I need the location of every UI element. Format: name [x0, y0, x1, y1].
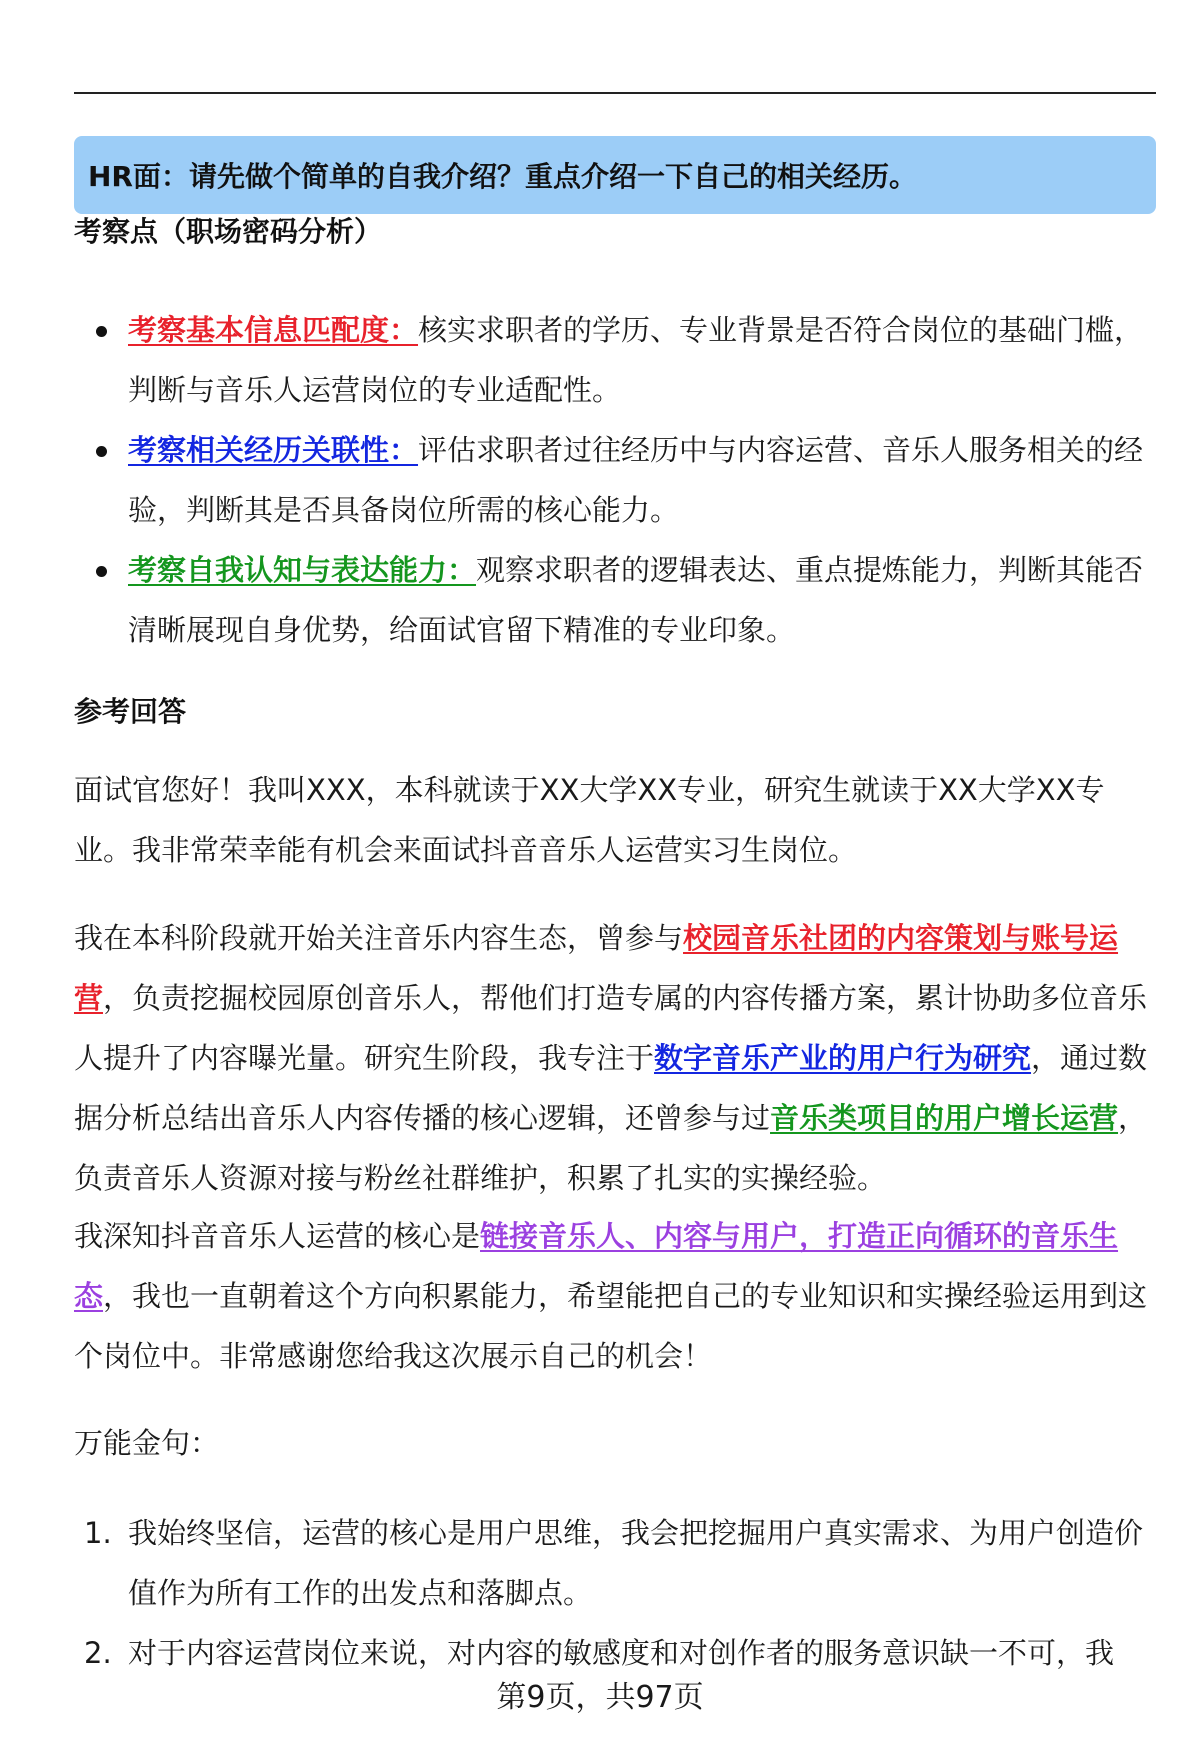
golden-list: [74, 1503, 1156, 1683]
text-run: ，负责音乐人资源对接与粉丝社群维护，积累了扎实的实操经验。: [74, 1101, 1148, 1195]
analysis-heading: 考察点（职场密码分析）: [74, 215, 383, 248]
list-item: [74, 300, 1156, 420]
item-text: 我始终坚信，运营的核心是用户思维，我会把挖掘用户真实需求、为用户创造价值作为所有工作的出发点和落脚点。: [128, 1516, 1144, 1610]
question-text: HR面：请先做个简单的自我介绍？重点介绍一下自己的相关经历。: [88, 160, 917, 193]
answer-paragraph-3: [74, 1206, 1156, 1386]
point-label: 考察相关经历关联性：: [128, 433, 419, 467]
point-text: 核实求职者的学历、专业背景是否符合岗位的基础门槛，判断与音乐人运营岗位的专业适配性。: [128, 313, 1144, 407]
analysis-list: [74, 300, 1156, 660]
point-text: 观察求职者的逻辑表达、重点提炼能力，判断其能否清晰展现自身优势，给面试官留下精准的专业印象。: [128, 553, 1144, 647]
text-run: 我深知抖音音乐人运营的核心是: [74, 1219, 481, 1253]
bullet-icon: [96, 326, 107, 337]
point-label: 考察基本信息匹配度：: [128, 313, 419, 347]
list-item: [74, 1503, 1156, 1623]
text-run: ，通过数据分析总结出音乐人内容传播的核心逻辑，还曾参与过: [74, 1041, 1148, 1135]
text-run: ，我也一直朝着这个方向积累能力，希望能把自己的专业知识和实操经验运用到这个岗位中。非常感谢您给我这次展示自己的机会！: [74, 1279, 1148, 1373]
bullet-icon: [96, 446, 107, 457]
page-footer: 第9页，共97页: [496, 1680, 704, 1715]
item-text: 对于内容运营岗位来说，对内容的敏感度和对创作者的服务意识缺一不可，我: [128, 1636, 1115, 1670]
answer-paragraph-2: [74, 908, 1156, 1208]
header-rule: [74, 92, 1156, 94]
item-number: 2.: [84, 1636, 112, 1670]
highlight-research: 数字音乐产业的用户行为研究: [654, 1041, 1032, 1075]
highlight-club: 校园音乐社团的内容策划与账号运营: [74, 921, 1119, 1015]
highlight-growth: 音乐类项目的用户增长运营: [770, 1101, 1119, 1135]
text-run: ，负责挖掘校园原创音乐人，帮他们打造专属的内容传播方案，累计协助多位音乐人提升了内容曝光量。研究生阶段，我专注于: [74, 981, 1148, 1075]
golden-heading: 万能金句：: [74, 1426, 220, 1460]
answer-heading: 参考回答: [74, 695, 187, 728]
answer-paragraph-1: 面试官您好！我叫XXX，本科就读于XX大学XX专业，研究生就读于XX大学XX专业。我非常荣幸能有机会来面试抖音音乐人运营实习生岗位。: [74, 773, 1105, 867]
bullet-icon: [96, 566, 107, 577]
highlight-ecosystem: 链接音乐人、内容与用户，打造正向循环的音乐生态: [74, 1219, 1119, 1313]
item-number: 1.: [84, 1516, 112, 1550]
text-run: 我在本科阶段就开始关注音乐内容生态，曾参与: [74, 921, 684, 955]
point-text: 评估求职者过往经历中与内容运营、音乐人服务相关的经验，判断其是否具备岗位所需的核心能力。: [128, 433, 1144, 527]
point-label: 考察自我认知与表达能力：: [128, 553, 477, 587]
question-box: [74, 136, 1156, 214]
list-item: [74, 540, 1156, 660]
list-item: [74, 420, 1156, 540]
